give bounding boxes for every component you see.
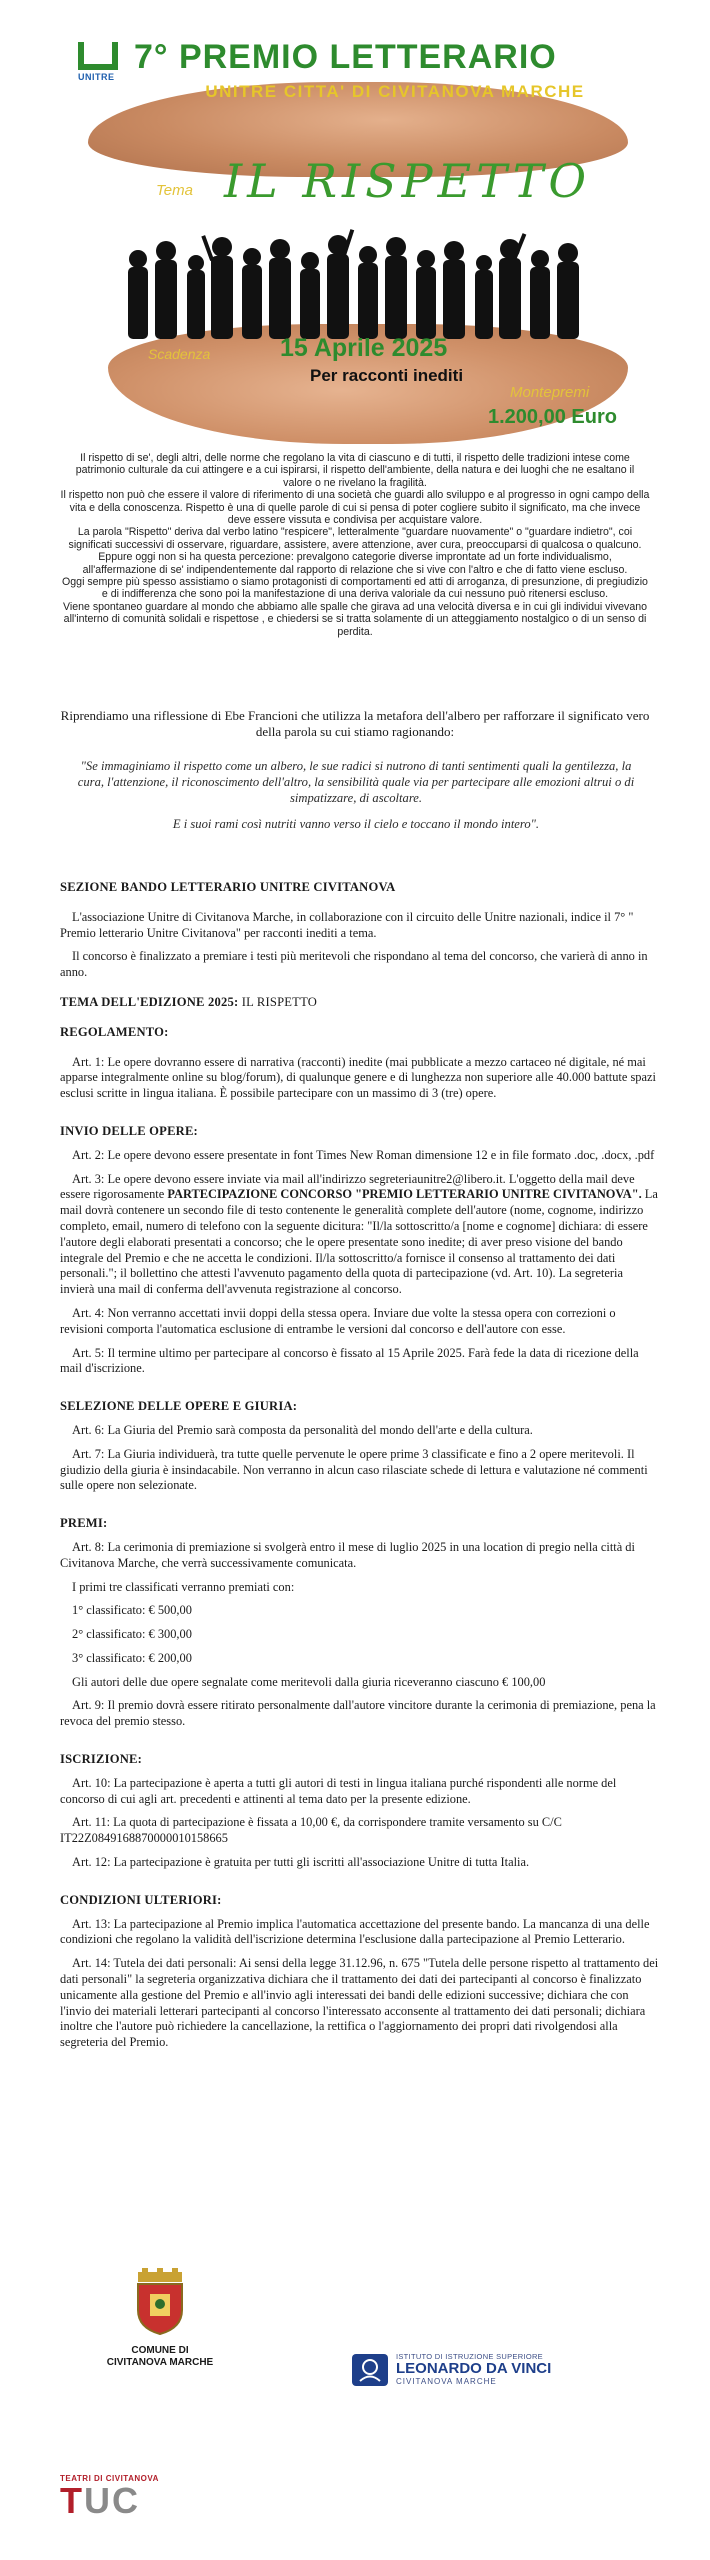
crowd-silhouette-image — [118, 229, 598, 339]
tuc-letter-u: U — [84, 2480, 112, 2521]
school-logo-icon — [352, 2354, 388, 2386]
unitre-logo-text: UNITRE — [78, 72, 115, 82]
scadenza-note: Per racconti inediti — [310, 366, 464, 385]
montepremi-label: Montepremi — [510, 384, 590, 401]
intro-paragraph: Il rispetto non può che essere il valore di riferimento di una società che guardi allo sviluppo e al progresso in ogni campo della vita e della conoscenza. Rispetto è una di quelle parole di cui si pensa di poter cogliere subito il significato, ma che invece deve essere vissuta e condivisa per acquistare valore. — [60, 489, 650, 527]
reflection-text — [60, 708, 650, 740]
article-13: Art. 13: La partecipazione al Premio implica l'automatica accettazione del presente bando. La mancanza di una delle condizioni che regolano la validità dell'iscrizione determina l'esclusione dalla partecipazione al Premio Letterario. — [60, 1916, 650, 1947]
article-11: Art. 11: La quota di partecipazione è fissata a 10,00 €, da corrispondere tramite versamento su C/C IT22Z0849168870000010158665 — [60, 1815, 562, 1846]
premio-item: 2° classificato: € 300,00 — [72, 1627, 192, 1642]
unitre-logo — [78, 42, 126, 86]
article-4: Art. 4: Non verranno accettati invii doppi della stessa opera. Inviare due volte la stessa opera con correzioni o revisioni comporta l'automatica esclusione di entrambe le versioni dal concorso e dell'autore con esse. — [60, 1305, 616, 1336]
intro-paragraph: Oggi sempre più spesso assistiamo o siamo protagonisti di comportamenti ed atti di arroganza, di presunzione, di pregiudizio e di indifferenza che sono poi la manifestazione di una deriva valoriale da cui nessuno può ritenersi escluso. — [62, 576, 648, 601]
poster-title: 7° PREMIO LETTERARIO — [134, 38, 557, 76]
regolamento-heading: REGOLAMENTO: — [60, 1024, 169, 1039]
article-3-part-b: La mail dovrà contenere un secondo file di testo contenente le generalità complete dell'autore (nome, cognome, indirizzo completo, email, numero di telefono con la seguente dicitura: "Il/la sottoscritto/a [nome e cognome] dichiara: di essere l'autore degli elaborati presentati a concorso; che le opere presentate sono inedite; di aver preso visione del bando integrale del Premio e che ne accetta le condizioni. Il/la sottoscritto/a fornisce il consenso al trattamento dei dati personali."; il bollettino che attesti l'avvenuto pagamento della quota di partecipazione (vd. Art. 10). La segreteria invierà una mail di conferma dell'avvenuta registrazione al concorso. — [60, 1187, 658, 1297]
article-3-part-a: Art. 3: Le opere devono essere inviate via mail all'indirizzo segreteriaunitre2@libero.it. L'oggetto della mail deve essere rigorosamente — [60, 1171, 635, 1202]
premi-segnalate: Gli autori delle due opere segnalate come meritevoli dalla giuria riceveranno ciascuno € 100,00 — [72, 1674, 546, 1689]
premi-intro: I primi tre classificati verranno premiati con: — [72, 1579, 295, 1594]
intro-text — [60, 452, 650, 638]
article-2: Art. 2: Le opere devono essere presentate in font Times New Roman dimensione 12 e in file formato .doc, .docx, .pdf — [72, 1147, 655, 1162]
article-1: Art. 1: Le opere dovranno essere di narrativa (racconti) inedite (mai pubblicate a mezzo cartaceo né digitale, né mai apparse integralmente online su blog/forum), di qualunque genere e di lunghezza non superiore alle 40.000 battute spazi esclusi scritte in lingua italiana. È possibile partecipare con un massimo di 3 (tre) opere. — [60, 1054, 656, 1101]
premio-item: 1° classificato: € 500,00 — [72, 1603, 192, 1618]
comune-name-line2: CIVITANOVA MARCHE — [106, 2357, 214, 2368]
tema-edizione-heading — [60, 995, 660, 1011]
premi-heading: PREMI: — [60, 1516, 108, 1531]
comune-crest-icon — [132, 2268, 188, 2336]
teatri-civitanova-logo — [60, 2474, 200, 2528]
bando-paragraph: L'associazione Unitre di Civitanova Marche, in collaborazione con il circuito delle Unitre nazionali, indice il 7° " Premio letterario Unitre Civitanova" per racconti inediti a tema. — [60, 909, 634, 940]
montepremi-value: 1.200,00 Euro — [488, 406, 617, 428]
article-10: Art. 10: La partecipazione è aperta a tutti gli autori di testi in lingua italiana purché rispondenti alle norme del concorso di cui agli art. precedenti e attinenti al tema dato per la presente edizione. — [60, 1775, 617, 1806]
invio-heading: INVIO DELLE OPERE: — [60, 1123, 198, 1138]
tuc-small-text: TEATRI DI CIVITANOVA — [60, 2474, 159, 2483]
article-12: Art. 12: La partecipazione è gratuita per tutti gli iscritti all'associazione Unitre di tutta Italia. — [72, 1855, 530, 1870]
quote-paragraph: "Se immaginiamo il rispetto come un albero, le sue radici si nutrono di tanti sentimenti quali la gentilezza, la cura, l'attenzione, il riconoscimento dell'altro, la sensibilità quale via per partecipare alle emozioni altrui o di simpatizzare, di ascoltare. — [77, 759, 635, 805]
school-line1: ISTITUTO DI ISTRUZIONE SUPERIORE — [396, 2352, 543, 2361]
bando-section — [60, 880, 660, 2051]
tuc-letter-c: C — [112, 2480, 140, 2521]
intro-paragraph: Viene spontaneo guardare al mondo che abbiamo alle spalle che girava ad una velocità diversa e in cui gli individui vivevano all'interno di comunità solidali e rispettose , e chiedersi se si tratta solamente di un atteggiamento nostalgico o di un senso di perdita. — [62, 600, 647, 638]
intro-paragraph: Eppure oggi non si ha questa percezione: prevalgono categorie diverse improntate ad un forte individualismo, all'affermazione di se' indipendentemente dal rapporto di relazione che si vive con l'altro e che di fatto viene escluso. — [82, 551, 628, 576]
school-line2: LEONARDO DA VINCI — [396, 2360, 552, 2377]
tema-label: Tema — [156, 182, 193, 199]
tuc-letters — [60, 2480, 200, 2521]
article-3-subject: PARTECIPAZIONE CONCORSO "PREMIO LETTERARIO UNITRE CIVITANOVA". — [167, 1187, 642, 1202]
article-7: Art. 7: La Giuria individuerà, tra tutte quelle pervenute le opere prime 3 classificate e fino a 2 opere meritevoli. Il giudizio della giuria è insindacabile. Non verranno in alcun caso rilasciate schede di lettura e valutazione né commenti sulle opere non selezionate. — [60, 1446, 648, 1493]
tuc-letter-t: T — [60, 2480, 84, 2521]
unitre-logo-mark — [78, 42, 118, 70]
article-6: Art. 6: La Giuria del Premio sarà composta da personalità del mondo dell'arte e della cultura. — [72, 1422, 533, 1437]
poster — [48, 24, 660, 444]
bando-paragraph: Il concorso è finalizzato a premiare i testi più meritevoli che rispondano al tema del concorso, che varierà di anno in anno. — [60, 949, 648, 980]
article-8: Art. 8: La cerimonia di premiazione si svolgerà entro il mese di luglio 2025 in una location di pregio nella città di Civitanova Marche, che verrà successivamente comunicata. — [60, 1539, 635, 1570]
scadenza-date: 15 Aprile 2025 — [280, 334, 448, 362]
comune-logo — [100, 2268, 220, 2369]
article-5: Art. 5: Il termine ultimo per partecipare al concorso è fissato al 15 Aprile 2025. Farà fede la data di ricezione della mail d'iscrizione. — [60, 1345, 639, 1376]
iscrizione-heading: ISCRIZIONE: — [60, 1752, 142, 1767]
intro-paragraph: Il rispetto di se', degli altri, delle norme che regolano la vita di ciascuno e di tutti, il rispetto delle tradizioni intese come patrimonio culturale da cui attingere e a cui ispirarsi, il rispetto dell'ambiente, della natura e dei luoghi che ne esaltano il valore o ne rivelano la fragilità. — [75, 452, 635, 489]
premio-item: 3° classificato: € 200,00 — [72, 1650, 192, 1665]
article-3 — [60, 1172, 660, 1298]
giuria-heading: SELEZIONE DELLE OPERE E GIURIA: — [60, 1399, 298, 1414]
tema-edizione-value: IL RISPETTO — [238, 994, 318, 1009]
reflection-paragraph: Riprendiamo una riflessione di Ebe Francioni che utilizza la metafora dell'albero per rafforzare il significato vero della parola su cui stiamo ragionando: — [60, 708, 650, 739]
school-logo — [352, 2350, 592, 2394]
intro-paragraph: La parola "Rispetto" deriva dal verbo latino "respicere", letteralmente "guardare nuovamente" o "guardare indietro", coi significati successivi di osservare, riguardare, assistere, avere attenzione, aver cura, preoccuparsi di qualcosa o qualcuno. — [68, 526, 642, 551]
tema-title: IL RISPETTO — [224, 154, 592, 208]
article-14: Art. 14: Tutela dei dati personali: Ai sensi della legge 31.12.96, n. 675 "Tutela delle persone rispetto al trattamento dei dati personali" la segreteria organizzativa dichiara che il trattamento dei dati dei partecipanti al concorso è finalizzato unicamente alla gestione del Premio e all'invio agli interessati dei bandi delle edizioni successive; dichiara che con l'invio dei materiali letterari partecipanti al concorso l'interessato acconsente al trattamento dei dati personali; dichiara inoltre che l'autore può richiedere la cancellazione, la rettifica o l'aggiornamento dei propri dati rivolgendosi alla segreteria del Premio. — [60, 1956, 659, 2050]
article-9: Art. 9: Il premio dovrà essere ritirato personalmente dall'autore vincitore durante la cerimonia di premiazione, pena la revoca del premio stesso. — [60, 1698, 656, 1729]
scadenza-label: Scadenza — [148, 346, 211, 362]
quote-paragraph: E i suoi rami così nutriti vanno verso il cielo e toccano il mondo intero". — [172, 817, 540, 831]
tema-edizione-label: TEMA DELL'EDIZIONE 2025: — [60, 994, 239, 1009]
comune-name-line1: COMUNE DI — [131, 2345, 189, 2356]
poster-subtitle: UNITRE CITTA' DI CIVITANOVA MARCHE — [205, 82, 585, 101]
school-line3: CIVITANOVA MARCHE — [396, 2377, 497, 2386]
tree-quote — [66, 758, 646, 842]
section-title: SEZIONE BANDO LETTERARIO UNITRE CIVITANOVA — [60, 880, 396, 894]
condizioni-heading: CONDIZIONI ULTERIORI: — [60, 1892, 222, 1907]
